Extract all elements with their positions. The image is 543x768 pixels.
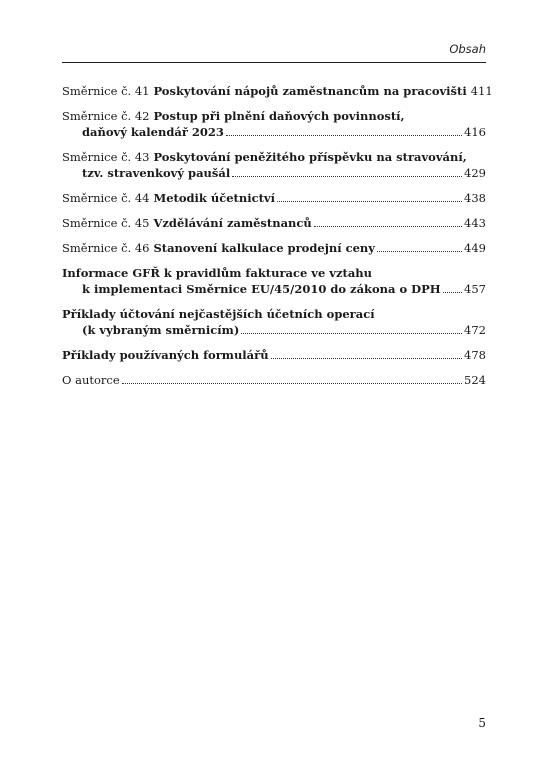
toc-page-number: 478 <box>464 348 486 362</box>
toc-line <box>62 165 486 181</box>
toc-entry-prefix: Směrnice č. 45 <box>62 216 150 230</box>
toc-entry <box>62 149 486 181</box>
dot-leader <box>226 125 462 136</box>
toc-line <box>62 281 486 297</box>
toc-line <box>62 347 486 363</box>
toc-entry-prefix: Směrnice č. 42 <box>62 109 150 123</box>
toc-page-number: 472 <box>464 323 486 337</box>
toc-page-number: 449 <box>464 241 486 255</box>
toc-line <box>62 322 486 338</box>
toc-entry-title: Příklady účtování nejčastějších účetních operací <box>62 307 375 321</box>
toc-entry-title: Postup při plnění daňových povinností, <box>153 109 405 123</box>
dot-leader <box>277 191 462 202</box>
toc-line <box>62 83 493 99</box>
toc-page-number: 443 <box>464 216 486 230</box>
toc-page-number: 416 <box>464 125 486 139</box>
toc-entry <box>62 347 486 363</box>
page-number: 5 <box>478 716 486 730</box>
dot-leader <box>122 373 462 384</box>
toc-line <box>62 240 486 256</box>
toc-entry-title: daňový kalendář 2023 <box>82 125 224 139</box>
table-of-contents <box>62 83 493 397</box>
toc-entry-title: tzv. stravenkový paušál <box>82 166 231 180</box>
toc-line <box>62 149 486 165</box>
toc-entry-title: Informace GFŘ k pravidlům fakturace ve vztahu <box>62 266 372 280</box>
toc-entry-prefix: Směrnice č. 46 <box>62 241 150 255</box>
running-header <box>62 40 486 63</box>
toc-entry <box>62 83 493 99</box>
header-title: Obsah <box>449 42 486 56</box>
dot-leader <box>241 323 462 334</box>
toc-entry-title: O autorce <box>62 373 120 387</box>
toc-line <box>62 372 486 388</box>
toc-line <box>62 108 486 124</box>
toc-entry <box>62 108 486 140</box>
dot-leader <box>271 348 462 359</box>
toc-line <box>62 306 486 322</box>
dot-leader <box>443 282 462 293</box>
toc-entry-title: Metodik účetnictví <box>153 191 275 205</box>
toc-entry <box>62 240 486 256</box>
toc-entry-title: Stanovení kalkulace prodejní ceny <box>153 241 375 255</box>
dot-leader <box>314 216 462 227</box>
toc-entry-prefix: Směrnice č. 41 <box>62 84 150 98</box>
toc-entry <box>62 190 486 206</box>
dot-leader <box>232 166 462 177</box>
toc-entry-title: (k vybraným směrnicím) <box>82 323 240 337</box>
toc-entry-prefix: Směrnice č. 44 <box>62 191 150 205</box>
toc-entry <box>62 372 486 388</box>
toc-line <box>62 215 486 231</box>
toc-entry <box>62 306 486 338</box>
toc-line <box>62 124 486 140</box>
toc-entry-title: k implementaci Směrnice EU/45/2010 do zákona o DPH <box>82 282 441 296</box>
toc-page-number: 457 <box>464 282 486 296</box>
toc-page-number: 524 <box>464 373 486 387</box>
toc-page-number: 429 <box>464 166 486 180</box>
dot-leader <box>377 241 462 252</box>
toc-entry-title: Vzdělávání zaměstnanců <box>153 216 312 230</box>
toc-line <box>62 265 486 281</box>
toc-entry-title: Poskytování peněžitého příspěvku na stravování, <box>153 150 467 164</box>
toc-page-number: 438 <box>464 191 486 205</box>
toc-entry <box>62 265 486 297</box>
toc-line <box>62 190 486 206</box>
toc-entry-title: Poskytování nápojů zaměstnancům na pracovišti <box>153 84 467 98</box>
toc-page-number: 411 <box>470 84 493 98</box>
toc-entry-title: Příklady používaných formulářů <box>62 348 269 362</box>
toc-entry <box>62 215 486 231</box>
toc-entry-prefix: Směrnice č. 43 <box>62 150 150 164</box>
